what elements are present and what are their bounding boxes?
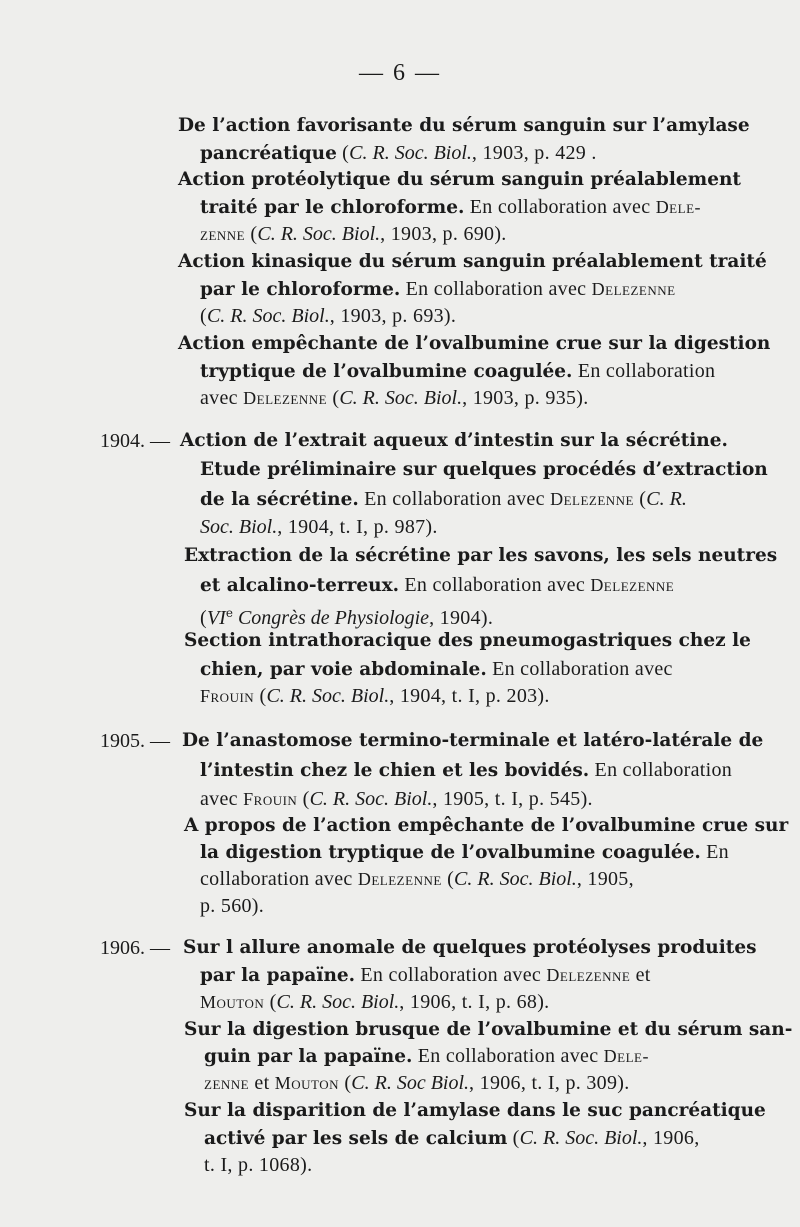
- citation-journal: C. R. Soc. Biol.: [339, 387, 463, 409]
- entry-title: guin par la papaïne.: [204, 1046, 413, 1067]
- entry-title: A propos de l’action empêchante de l’ovalbumine crue sur: [184, 815, 789, 836]
- text-line: [200, 486, 687, 512]
- citation-text: et: [630, 964, 651, 986]
- entry-title: traité par le chloroforme.: [200, 197, 465, 218]
- citation-text: En collaboration avec: [412, 1045, 604, 1067]
- author-name: Delezenne: [550, 489, 634, 509]
- page-number: — 6 —: [359, 60, 441, 86]
- text-line: [184, 813, 788, 839]
- text-line: [204, 1152, 312, 1178]
- citation-text: t. I, p. 1068).: [204, 1154, 313, 1176]
- entry-title: l’intestin chez le chien et les bovidés.: [200, 760, 590, 781]
- entry-title: pancréatique: [200, 143, 337, 164]
- citation-text: (: [254, 685, 267, 707]
- citation-text: , 1904, t. I, p. 987).: [277, 516, 438, 538]
- entry-title: Sur l allure anomale de quelques protéolyses produites: [183, 937, 757, 958]
- citation-text: (: [441, 868, 455, 890]
- text-line: [200, 572, 674, 598]
- citation-text: , 1905,: [576, 868, 634, 890]
- text-line: [184, 1098, 766, 1124]
- text-line: [184, 543, 777, 569]
- entry-title: Section intrathoracique des pneumogastriques chez le: [184, 630, 751, 651]
- citation-text: et: [249, 1072, 275, 1094]
- citation-journal: C. R. Soc. Biol.: [206, 305, 330, 327]
- text-line: [178, 331, 770, 357]
- citation-journal: C. R. Soc. Biol.: [519, 1127, 643, 1149]
- text-line: [200, 358, 715, 384]
- entry-title: Action empêchante de l’ovalbumine crue sur la digestion: [178, 333, 771, 354]
- text-line: [184, 1017, 792, 1043]
- citation-journal: C. R. Soc. Biol.: [257, 223, 381, 245]
- entry-title: par le chloroforme.: [200, 279, 401, 300]
- citation-text: (: [339, 1072, 352, 1094]
- entry-title: et alcalino-terreux.: [200, 575, 400, 596]
- text-line: [200, 683, 550, 709]
- text-line: [200, 786, 593, 812]
- citation-journal: Congrès de Physiologie: [232, 607, 430, 630]
- superscript: e: [225, 606, 233, 620]
- author-name: zenne: [200, 224, 246, 244]
- text-line: [200, 276, 676, 302]
- citation-text: collaboration avec: [200, 868, 358, 890]
- text-line: [178, 113, 750, 139]
- citation-text: , 1904).: [429, 607, 494, 630]
- text-line: [200, 866, 634, 892]
- entry-title: par la papaïne.: [200, 965, 356, 986]
- text-line: [180, 428, 728, 454]
- citation-text: , 1906, t. I, p. 309).: [469, 1072, 630, 1094]
- entry-title: activé par les sels de calcium: [204, 1128, 508, 1149]
- text-line: [183, 935, 757, 961]
- author-name: Delezenne: [591, 279, 676, 299]
- citation-text: En collaboration avec: [486, 658, 673, 680]
- citation-text: , 1905, t. I, p. 545).: [432, 788, 593, 810]
- citation-text: avec: [200, 387, 244, 409]
- entry-year: 1905. —: [100, 730, 170, 752]
- text-line: [200, 221, 507, 247]
- citation-text: , 1903, p. 935).: [462, 387, 589, 409]
- text-line: [200, 457, 768, 483]
- author-name: Delezenne: [357, 869, 442, 889]
- author-name: Mouton: [274, 1073, 340, 1093]
- citation-journal: C. R.: [646, 488, 687, 510]
- text-line: [200, 757, 732, 783]
- citation-journal: C. R. Soc. Biol.: [266, 685, 390, 707]
- entry-title: chien, par voie abdominale.: [200, 659, 487, 680]
- citation-text: (: [336, 142, 350, 164]
- citation-text: (: [264, 991, 277, 1013]
- entry-title: Sur la disparition de l’amylase dans le suc pancréatique: [184, 1100, 766, 1121]
- citation-text: (: [200, 305, 207, 327]
- citation-text: , 1904, t. I, p. 203).: [389, 685, 550, 707]
- author-name: Delezenne: [243, 388, 328, 408]
- entry-title: tryptique de l’ovalbumine coagulée.: [200, 361, 573, 382]
- citation-journal: C. R. Soc. Biol.: [454, 868, 577, 890]
- author-name: Delezenne: [546, 965, 631, 985]
- citation-text: , 1903, p. 693).: [329, 305, 457, 327]
- author-name: Delezenne: [590, 575, 675, 595]
- citation-text: En collaboration: [572, 360, 716, 382]
- text-line: [200, 839, 729, 865]
- citation-text: En collaboration avec: [358, 488, 551, 510]
- text-line: [182, 728, 763, 754]
- citation-text: , 1903, p. 429 .: [471, 142, 597, 164]
- text-line: [200, 893, 264, 919]
- author-name: Dele-: [603, 1046, 649, 1066]
- entry-year: 1904. —: [100, 430, 170, 452]
- text-line: [200, 600, 494, 630]
- citation-text: En collaboration: [589, 759, 733, 781]
- entry-title: Extraction de la sécrétine par les savons, les sels neutres: [184, 545, 778, 566]
- entry-year: 1906. —: [100, 937, 170, 959]
- citation-text: (: [507, 1127, 520, 1149]
- citation-text: En: [700, 841, 729, 863]
- citation-text: , 1906,: [642, 1127, 700, 1149]
- citation-text: En collaboration avec: [399, 574, 591, 596]
- citation-text: , 1903, p. 690).: [380, 223, 507, 245]
- entry-title: Action kinasique du sérum sanguin préalablement traité: [178, 251, 767, 272]
- text-line: [200, 989, 549, 1015]
- text-line: [200, 385, 589, 411]
- citation-text: (: [200, 607, 207, 630]
- text-line: [204, 1125, 700, 1151]
- citation-text: En collaboration avec: [400, 278, 592, 300]
- author-name: Mouton: [200, 992, 265, 1012]
- citation-journal: C. R. Soc. Biol.: [276, 991, 400, 1013]
- entry-title: Sur la digestion brusque de l’ovalbumine et du sérum san-: [184, 1019, 793, 1040]
- text-line: [184, 628, 751, 654]
- author-name: Dele-: [655, 197, 702, 217]
- text-line: [200, 514, 438, 540]
- text-line: [200, 140, 597, 166]
- citation-text: p. 560).: [200, 895, 265, 917]
- citation-journal: C. R. Soc. Biol.: [349, 142, 472, 164]
- text-line: [204, 1070, 630, 1096]
- text-line: [178, 167, 741, 193]
- text-line: [178, 249, 767, 275]
- text-line: [200, 962, 651, 988]
- entry-title: De l’anastomose termino-terminale et latéro-latérale de: [182, 730, 764, 751]
- entry-title: Etude préliminaire sur quelques procédés d’extraction: [200, 459, 768, 480]
- citation-text: (: [634, 488, 647, 510]
- author-name: Frouin: [243, 789, 298, 809]
- text-line: [204, 1043, 649, 1069]
- citation-journal: C. R. Soc. Biol.: [309, 788, 433, 810]
- text-line: [200, 194, 701, 220]
- text-line: [200, 303, 456, 329]
- citation-journal: Soc. Biol.: [200, 516, 278, 538]
- citation-text: (: [297, 788, 310, 810]
- citation-text: avec: [200, 788, 244, 810]
- citation-text: (: [245, 223, 258, 245]
- citation-journal: C. R. Soc Biol.: [351, 1072, 470, 1094]
- citation-journal: VI: [206, 607, 226, 630]
- author-name: zenne: [204, 1073, 250, 1093]
- citation-text: (: [327, 387, 340, 409]
- citation-text: , 1906, t. I, p. 68).: [399, 991, 550, 1013]
- author-name: Frouin: [200, 686, 255, 706]
- entry-title: la digestion tryptique de l’ovalbumine coagulée.: [200, 842, 701, 863]
- text-line: [200, 656, 673, 682]
- entry-title: De l’action favorisante du sérum sanguin sur l’amylase: [178, 115, 750, 136]
- entry-title: de la sécrétine.: [200, 489, 359, 510]
- entry-title: Action de l’extrait aqueux d’intestin sur la sécrétine.: [180, 430, 728, 451]
- citation-text: En collaboration avec: [355, 964, 547, 986]
- citation-text: En collaboration avec: [464, 196, 656, 218]
- entry-title: Action protéolytique du sérum sanguin préalablement: [178, 169, 741, 190]
